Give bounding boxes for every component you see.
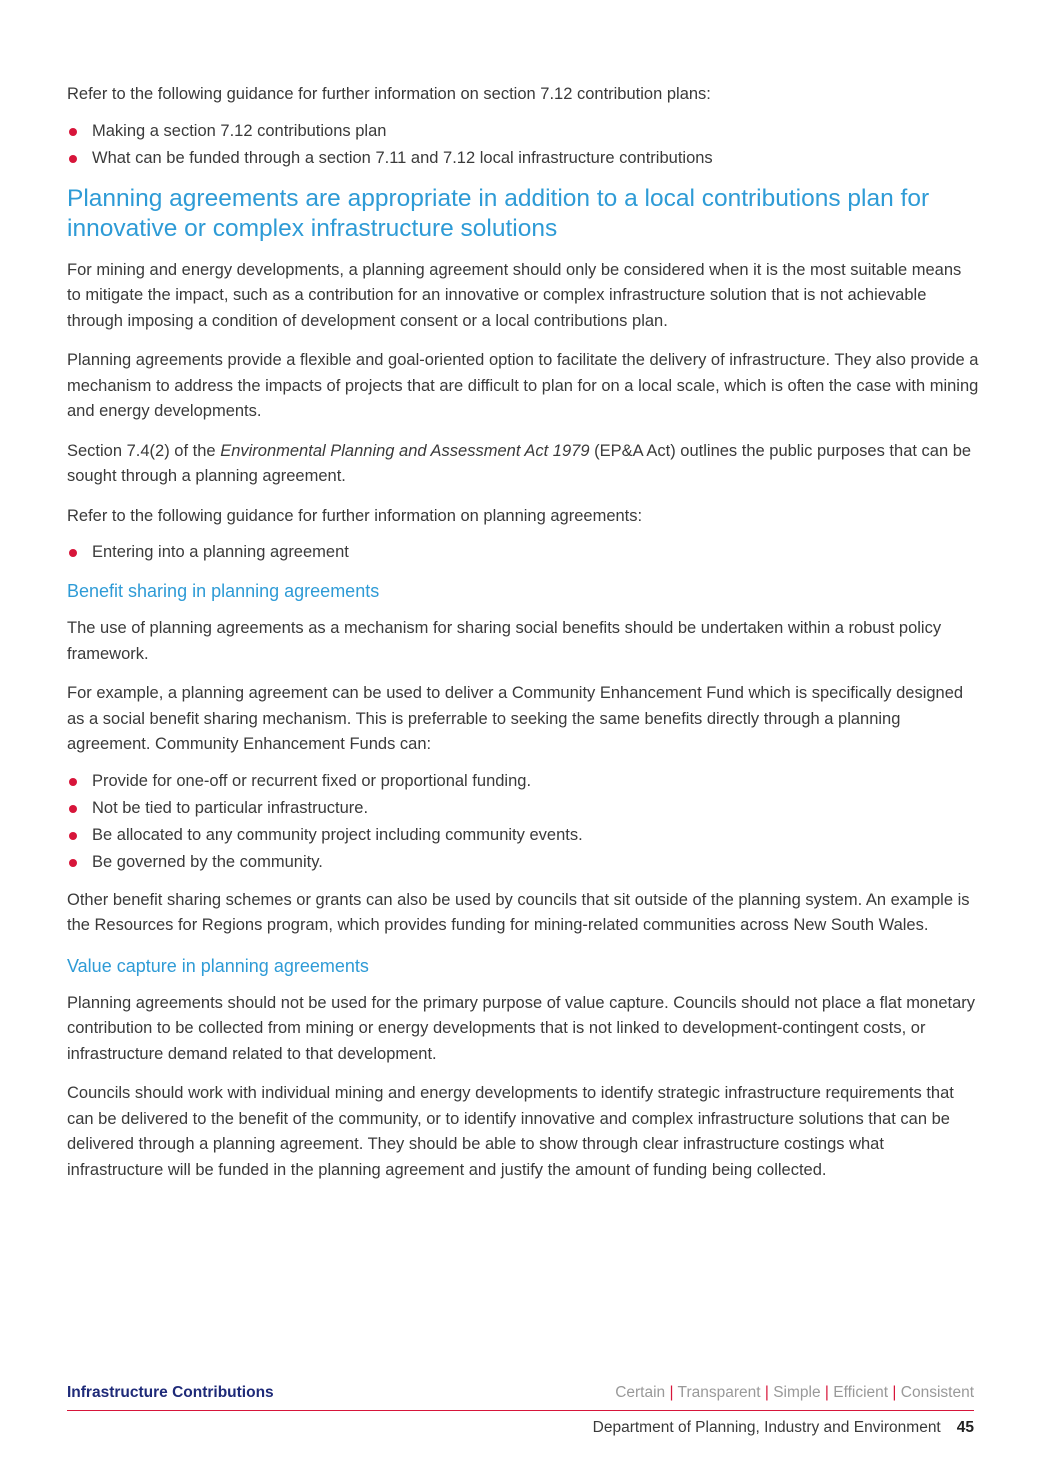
list-item: Making a section 7.12 contributions plan [67,118,979,145]
subheading-value-capture: Value capture in planning agreements [67,955,369,976]
page-content [67,82,979,1197]
paragraph: Planning agreements provide a flexible and goal-oriented option to facilitate the delivery of infrastructure. They also provide a mechanism to address the impacts of projects that are difficult to plan for on a local scale, which is often the case with mining and energy developments. [67,351,979,420]
footer-value: Consistent [900,1384,974,1401]
footer-value: Certain [615,1384,666,1401]
list-item: Entering into a planning agreement [67,539,979,566]
act-title: Environmental Planning and Assessment Act 1979 [220,441,590,460]
page-number: 45 [956,1419,974,1436]
footer-value: Simple [773,1384,821,1401]
department-name: Department of Planning, Industry and Environment [592,1419,941,1436]
footer-value: Transparent [677,1384,761,1401]
list-item: Be governed by the community. [67,849,979,876]
list-item: Be allocated to any community project including community events. [67,822,979,849]
footer-divider [67,1410,974,1411]
paragraph: Refer to the following guidance for further information on planning agreements: [67,506,643,525]
subheading-benefit-sharing: Benefit sharing in planning agreements [67,581,380,601]
paragraph-text: Section 7.4(2) of the [67,441,221,460]
planning-agreements-bullet-list [67,539,979,566]
paragraph: For mining and energy developments, a planning agreement should only be considered when it is the most suitable means to mitigate the impact, such as a contribution for an innovative or complex infrastructure solution that is not achievable through imposing a condition of development consent or a local contributions plan. [67,260,962,330]
paragraph-text: (EP&A Act) outlines the public purposes that can be sought through a planning agreement. [67,441,972,485]
footer-document-title: Infrastructure Contributions [67,1384,274,1401]
footer-values [615,1384,974,1402]
paragraph: The use of planning agreements as a mechanism for sharing social benefits should be undertaken within a robust policy framework. [67,619,942,663]
paragraph: Planning agreements should not be used for the primary purpose of value capture. Councils should not place a flat monetary contribution to be collected from mining or energy developments that is not linked to development-contingent costs, or infrastructure demand related to that development. [67,993,976,1063]
footer-separator: | [669,1384,674,1401]
list-item: What can be funded through a section 7.11 and 7.12 local infrastructure contributions [67,145,979,172]
paragraph [67,439,979,490]
list-item: Not be tied to particular infrastructure. [67,795,979,822]
paragraph: For example, a planning agreement can be used to deliver a Community Enhancement Fund which is specifically designed as a social benefit sharing mechanism. This is preferrable to seeking the same benefits directly through a planning agreement. Community Enhancement Funds can: [67,684,964,753]
intro-bullet-list [67,118,979,172]
list-item: Provide for one-off or recurrent fixed or proportional funding. [67,768,979,795]
footer-separator: | [824,1384,829,1401]
paragraph: Other benefit sharing schemes or grants can also be used by councils that sit outside of the planning system. An example is the Resources for Regions program, which provides funding for mining-related communities across New South Wales. [67,890,970,934]
footer-separator: | [764,1384,769,1401]
section-heading-planning-agreements: Planning agreements are appropriate in addition to a local contributions plan for innovative or complex infrastructure solutions [67,184,930,242]
intro-text: Refer to the following guidance for further information on section 7.12 contribution plans: [67,85,711,103]
community-fund-bullet-list [67,768,979,876]
footer-separator: | [892,1384,897,1401]
paragraph: Councils should work with individual mining and energy developments to identify strategic infrastructure requirements that can be delivered to the benefit of the community, or to identify innovative and complex infrastructure solutions that can be delivered through a planning agreement. They should be able to show through clear infrastructure costings what infrastructure will be funded in the planning agreement and justify the amount of funding being collected. [67,1084,954,1179]
footer-department [593,1419,974,1437]
footer-value: Efficient [833,1384,889,1401]
